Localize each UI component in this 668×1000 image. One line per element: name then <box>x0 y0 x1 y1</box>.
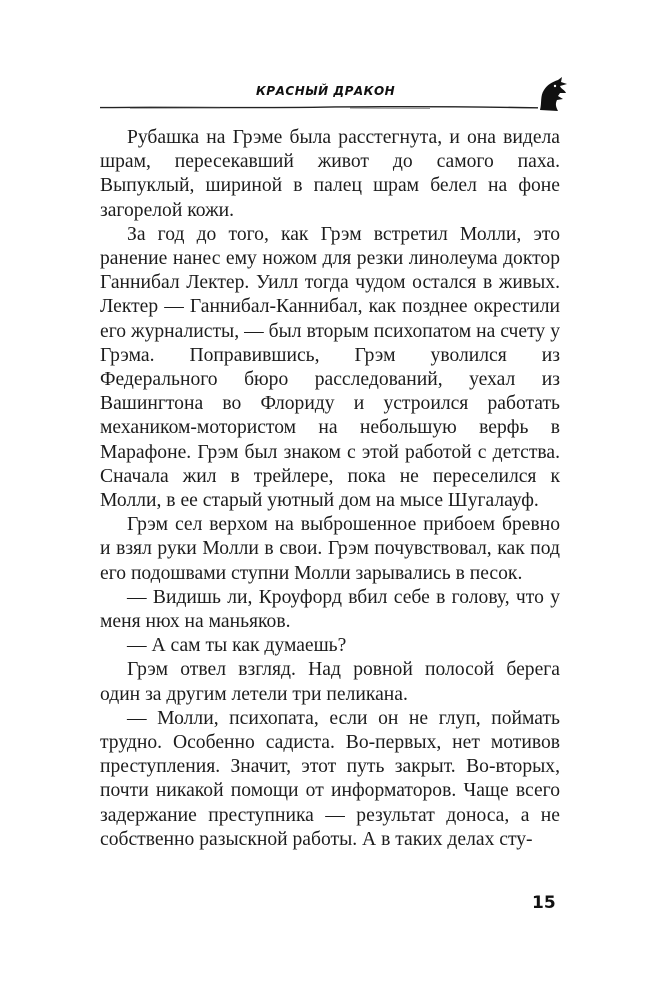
paragraph: Грэм отвел взгляд. Над ровной полосой берега один за другим летели три пеликана. <box>100 659 560 705</box>
paragraph: За год до того, как Грэм встретил Молли, это ранение нанес ему ножом для резки линолеума доктор Ганнибал Лектер. Уилл тогда чудом остался в живых. Лектер — Ганнибал-Каннибал, как позднее окрестили его журналисты, — был вторым психопатом на счету у Грэма. Поправившись, Грэм уволился из Федерального бюро расследований, уехал из Вашингтона во Флориду и устроился работать механиком-мотористом на небольшую верфь в Марафоне. Грэм был знаком с этой работой с детства. Сначала жил в трейлере, пока не переселился к Молли, в ее старый уютный дом на мысе Шугалауф. <box>100 223 560 512</box>
body-text <box>100 126 560 852</box>
paragraph: — Видишь ли, Кроуфорд вбил себе в голову, что у меня нюх на маньяков. <box>100 586 560 633</box>
dragon-head-icon <box>534 76 568 112</box>
paragraph: — А сам ты как думаешь? <box>127 635 347 657</box>
paragraph: Грэм сел верхом на выброшенное прибоем бревно и взял руки Молли в свои. Грэм почувствовал, как под его подошвами ступни Молли зарывались в песок. <box>100 514 560 584</box>
running-header-title: КРАСНЫЙ ДРАКОН <box>256 84 396 98</box>
paragraph: — Молли, психопата, если он не глуп, поймать трудно. Особенно садиста. Во-первых, нет мотивов преступления. Значит, этот путь закрыт. Во-вторых, почти никакой помощи от информаторов. Чаще всего задержание преступника — результат доноса, а не собственно разыскной работы. А в таких делах сту- <box>100 707 560 850</box>
running-header <box>100 76 570 116</box>
page-number: 15 <box>532 893 556 913</box>
paragraph: Рубашка на Грэме была расстегнута, и она видела шрам, пересекавший живот до самого паха. Выпуклый, шириной в палец шрам белел на фоне загорелой кожи. <box>100 127 560 221</box>
header-brush-rule <box>100 106 538 109</box>
